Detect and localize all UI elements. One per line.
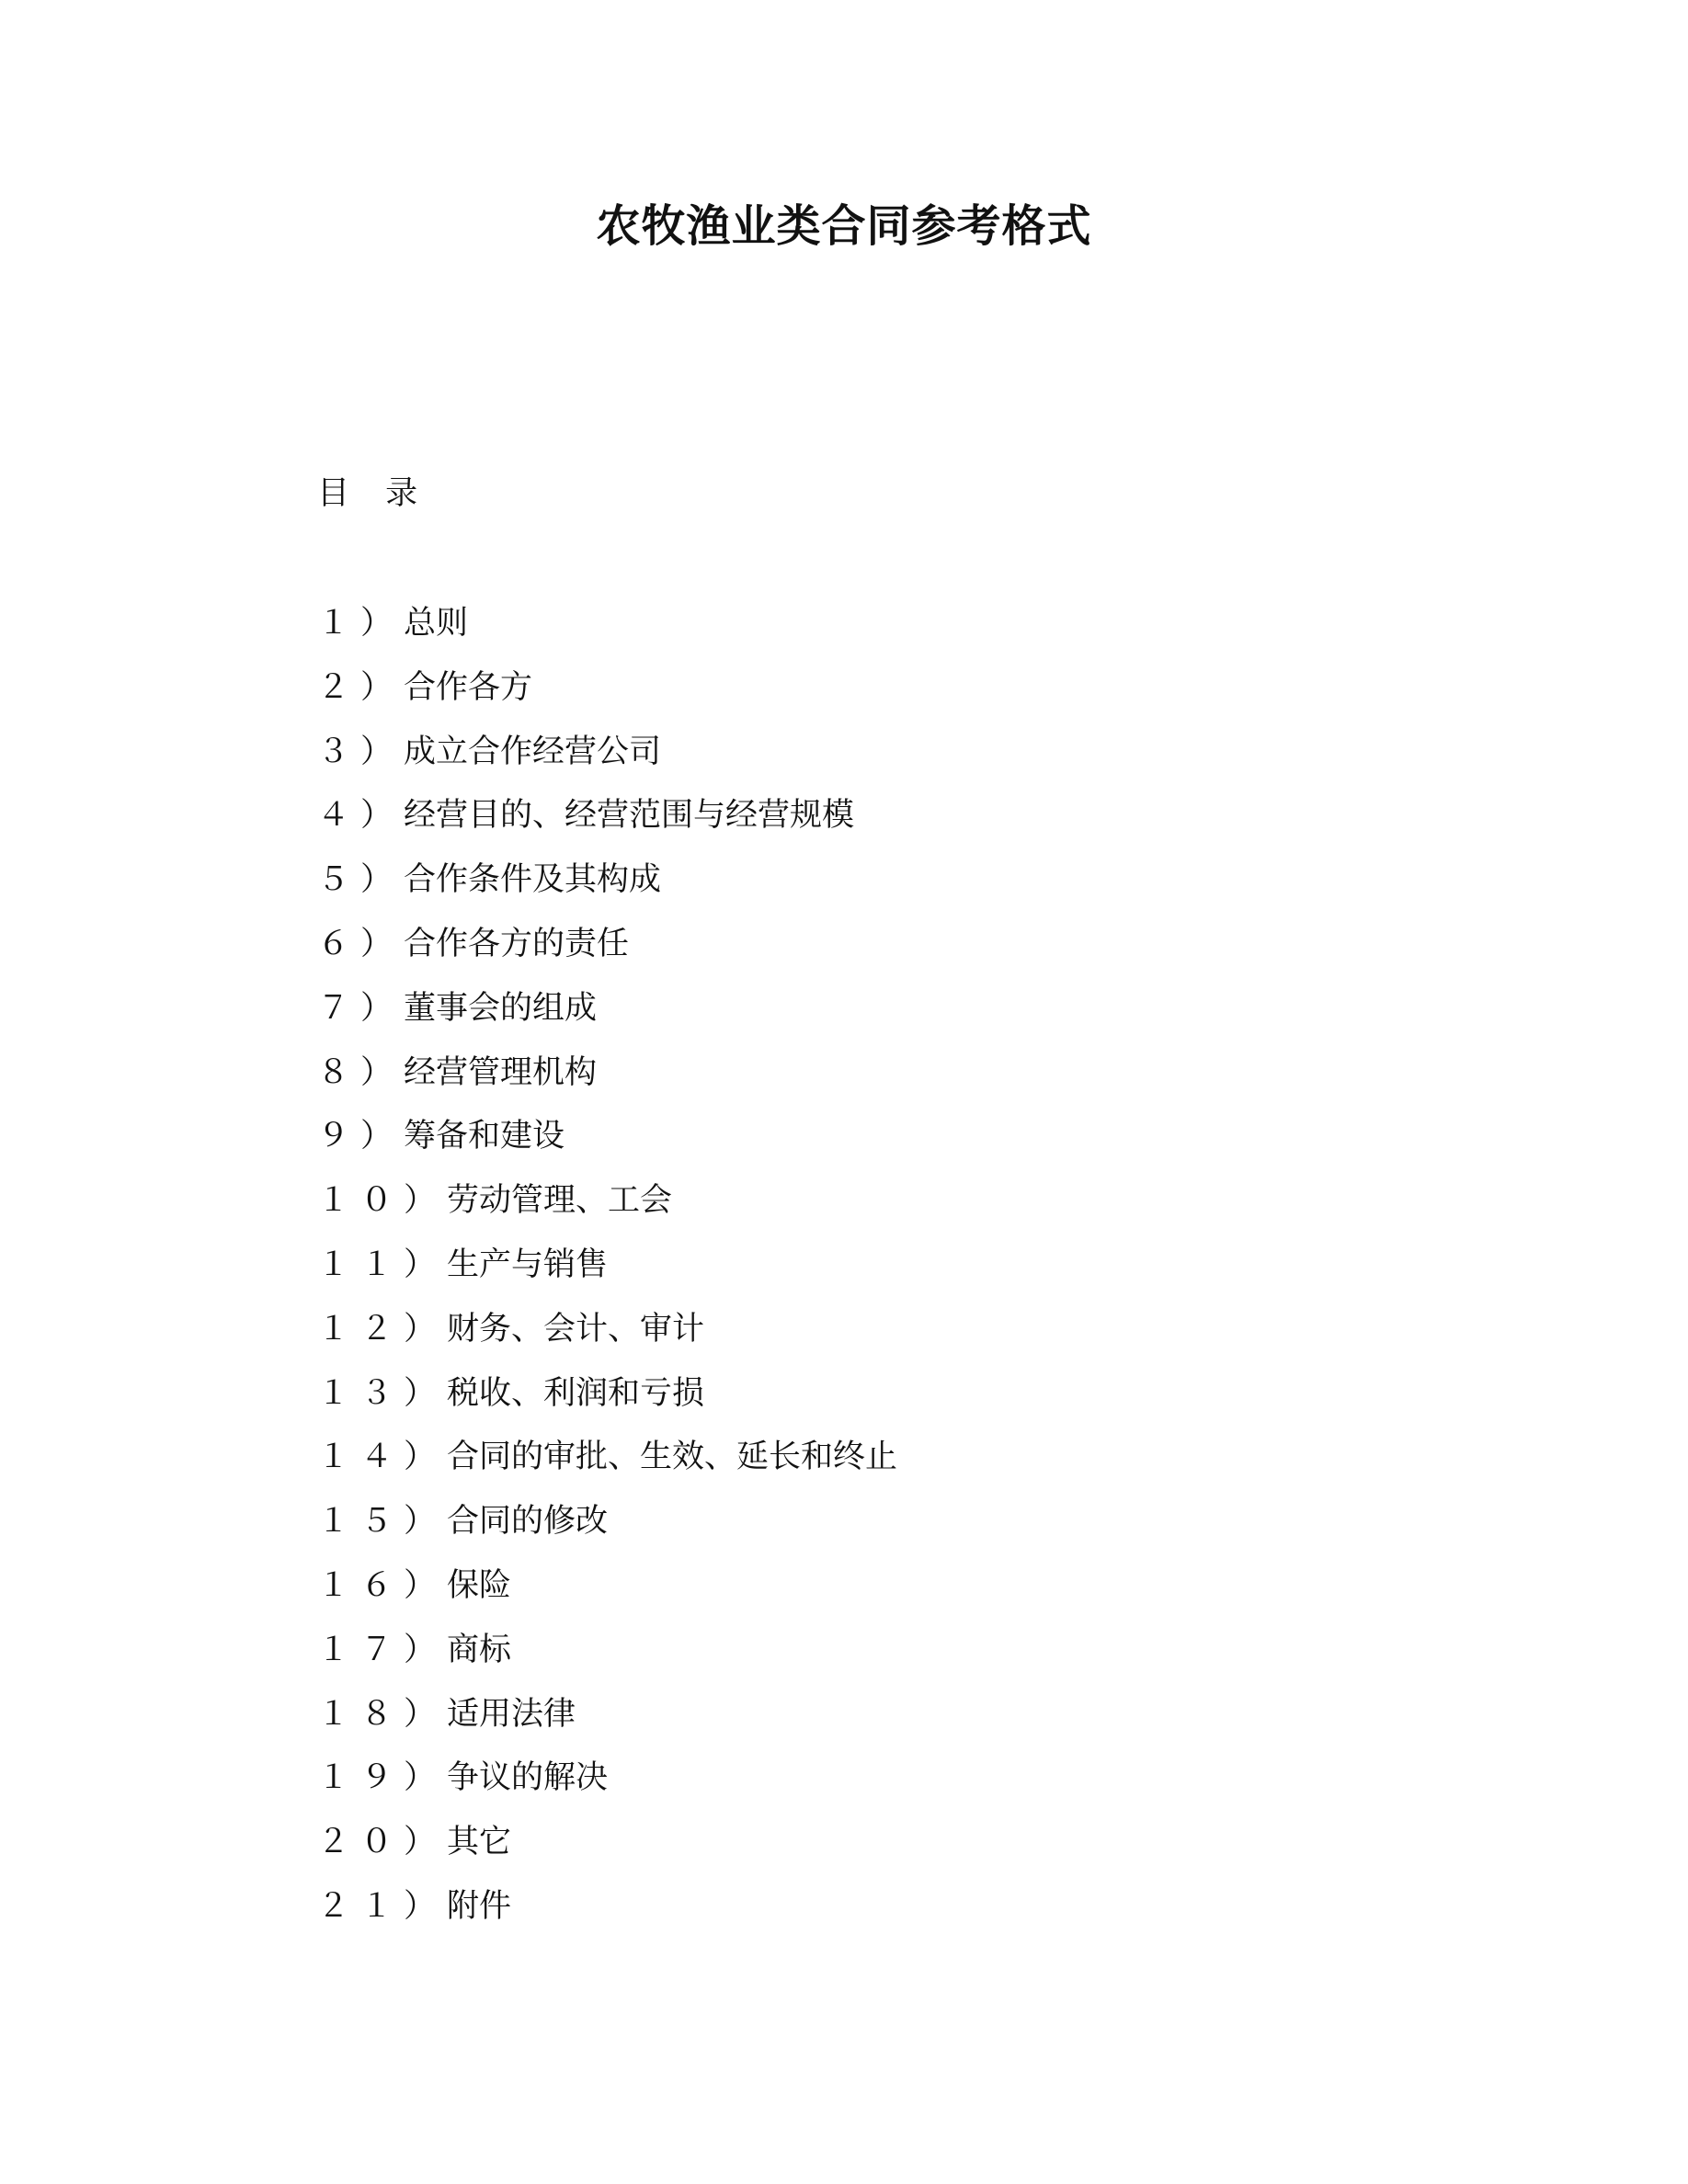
toc-item-label: 劳动管理、工会 [447,1182,673,1220]
toc-item-label: 经营目的、经营范围与经营规模 [404,797,855,835]
toc-item [317,599,897,664]
toc-item-number: １３） [317,1374,448,1412]
toc-item-number: ６） [317,925,405,962]
table-of-contents [317,599,897,1947]
toc-item-number: ９） [317,1118,405,1155]
toc-item [317,1754,897,1818]
toc-item-number: １５） [317,1503,448,1541]
toc-item [317,1497,897,1562]
toc-item-number: ５） [317,861,405,899]
toc-item [317,1818,897,1883]
toc-item-label: 生产与销售 [447,1246,609,1283]
toc-item-label: 经营管理机构 [404,1053,598,1091]
toc-item-number: １） [317,605,405,642]
toc-item [317,1433,897,1497]
toc-item-number: １４） [317,1439,448,1476]
toc-item [317,1049,897,1113]
toc-item-number: ２０） [317,1824,448,1861]
toc-item-number: ７） [317,989,405,1027]
toc-item-label: 适用法律 [447,1695,576,1733]
toc-item-number: ２１） [317,1887,448,1925]
toc-item [317,1690,897,1755]
toc-item-label: 合作各方的责任 [404,925,630,962]
toc-item-label: 财务、会计、审计 [447,1310,705,1348]
toc-item-number: ２） [317,668,405,706]
toc-item [317,1626,897,1690]
toc-item-label: 合作各方 [404,668,533,706]
toc-item-number: １６） [317,1566,448,1604]
toc-item-number: ８） [317,1053,405,1091]
toc-item [317,920,897,984]
toc-item-number: １０） [317,1182,448,1220]
toc-item-label: 税收、利润和亏损 [447,1374,705,1412]
toc-item [317,1883,897,1947]
toc-item-number: ４） [317,797,405,835]
toc-item-label: 争议的解决 [447,1759,609,1797]
toc-item [317,728,897,792]
toc-item [317,791,897,856]
toc-item [317,1241,897,1305]
toc-item-label: 合同的审批、生效、延长和终止 [447,1439,898,1476]
document-title: 农牧渔业类合同参考格式 [596,200,1092,252]
toc-item [317,856,897,920]
toc-item-label: 合作条件及其构成 [404,861,662,899]
toc-item-label: 保险 [447,1566,512,1604]
toc-item-number: １９） [317,1759,448,1797]
toc-item-label: 其它 [447,1824,512,1861]
toc-item-number: ３） [317,733,405,770]
toc-item-number: １７） [317,1631,448,1668]
toc-item-label: 筹备和建设 [404,1118,565,1155]
toc-item [317,1112,897,1177]
toc-item-label: 附件 [447,1887,512,1925]
toc-item [317,1305,897,1370]
toc-item-label: 董事会的组成 [404,989,598,1027]
toc-item-label: 合同的修改 [447,1503,609,1541]
toc-item [317,664,897,728]
toc-item-label: 商标 [447,1631,512,1668]
toc-item [317,1562,897,1626]
toc-item [317,984,897,1049]
toc-item-number: １８） [317,1695,448,1733]
toc-item-label: 成立合作经营公司 [404,733,662,770]
toc-item-number: １２） [317,1310,448,1348]
toc-item-label: 总则 [404,605,469,642]
toc-item [317,1177,897,1241]
toc-heading: 目 录 [317,475,431,512]
toc-item [317,1370,897,1434]
toc-item-number: １１） [317,1246,448,1283]
